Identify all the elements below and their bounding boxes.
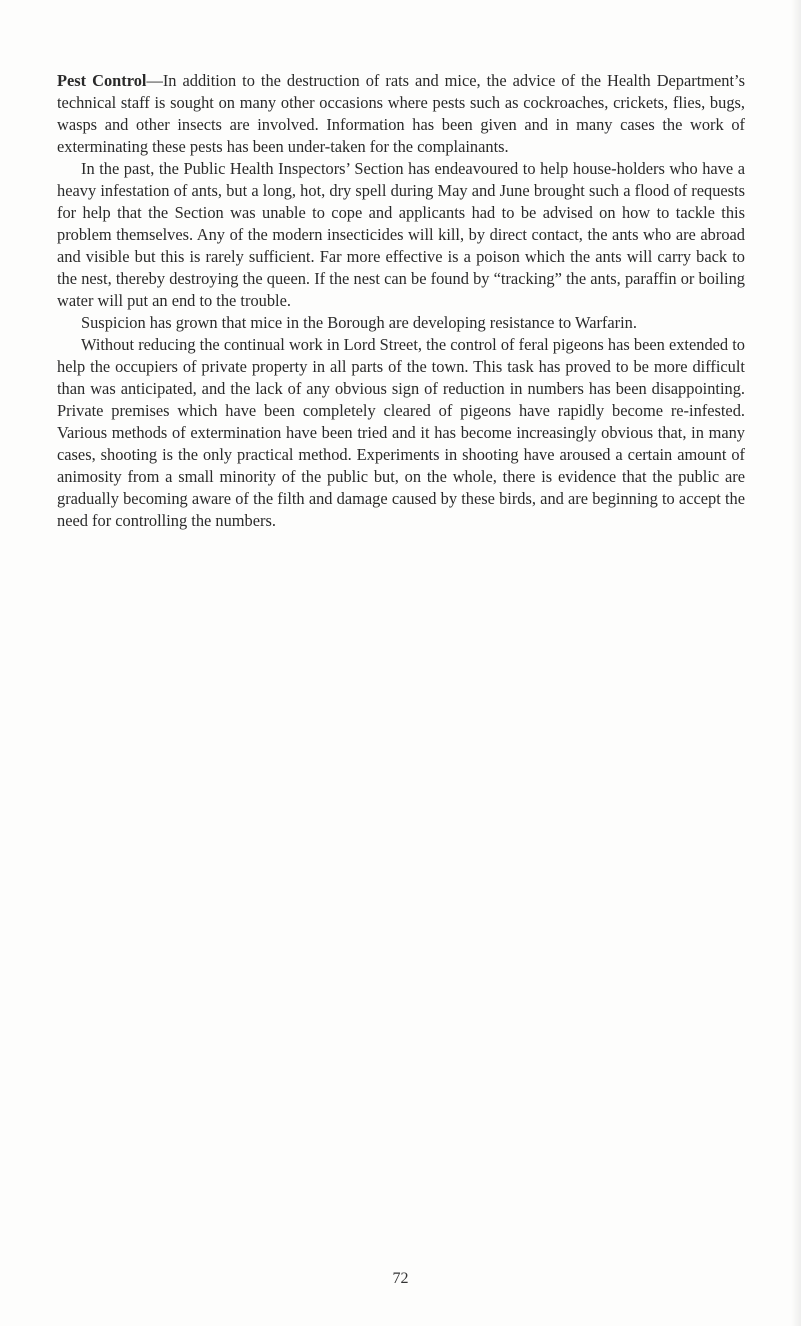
page-edge-shadow [791, 0, 801, 1326]
body-text [57, 70, 745, 532]
section-heading: Pest Control [57, 71, 147, 90]
paragraph-1-text: —In addition to the destruction of rats and mice, the advice of the Health Department’s technical staff is sought on many other occasions where pests such as cockroaches, crickets, flies, bugs, wasps and other insects are involved. Information has been given and in many cases the work of exterminating these pests has been under-taken for the complainants. [57, 71, 745, 156]
paragraph-pest-control [57, 70, 745, 158]
paragraph-warfarin: Suspicion has grown that mice in the Borough are developing resistance to Warfarin. [81, 313, 637, 332]
page-number: 72 [392, 1270, 409, 1287]
paragraph-pigeons: Without reducing the continual work in Lord Street, the control of feral pigeons has been extended to help the occupiers of private property in all parts of the town. This task has proved to be more difficult than was anticipated, and the lack of any obvious sign of reduction in numbers has been disappointing. Private premises which have been completely cleared of pigeons have rapidly become re-infested. Various methods of extermination have been tried and it has become increasingly obvious that, in many cases, shooting is the only practical method. Experiments in shooting have aroused a certain amount of animosity from a small minority of the public but, on the whole, there is evidence that the public are gradually becoming aware of the filth and damage caused by these birds, and are beginning to accept the need for controlling the numbers. [57, 335, 745, 530]
paragraph-ants: In the past, the Public Health Inspectors’ Section has endeavoured to help house-holders who have a heavy infestation of ants, but a long, hot, dry spell during May and June brought such a flood of requests for help that the Section was unable to cope and applicants had to be advised on how to tackle this problem themselves. Any of the modern insecticides will kill, by direct contact, the ants who are abroad and visible but this is rarely sufficient. Far more effective is a poison which the ants will carry back to the nest, thereby destroying the queen. If the nest can be found by “tracking” the ants, paraffin or boiling water will put an end to the trouble. [57, 159, 745, 310]
